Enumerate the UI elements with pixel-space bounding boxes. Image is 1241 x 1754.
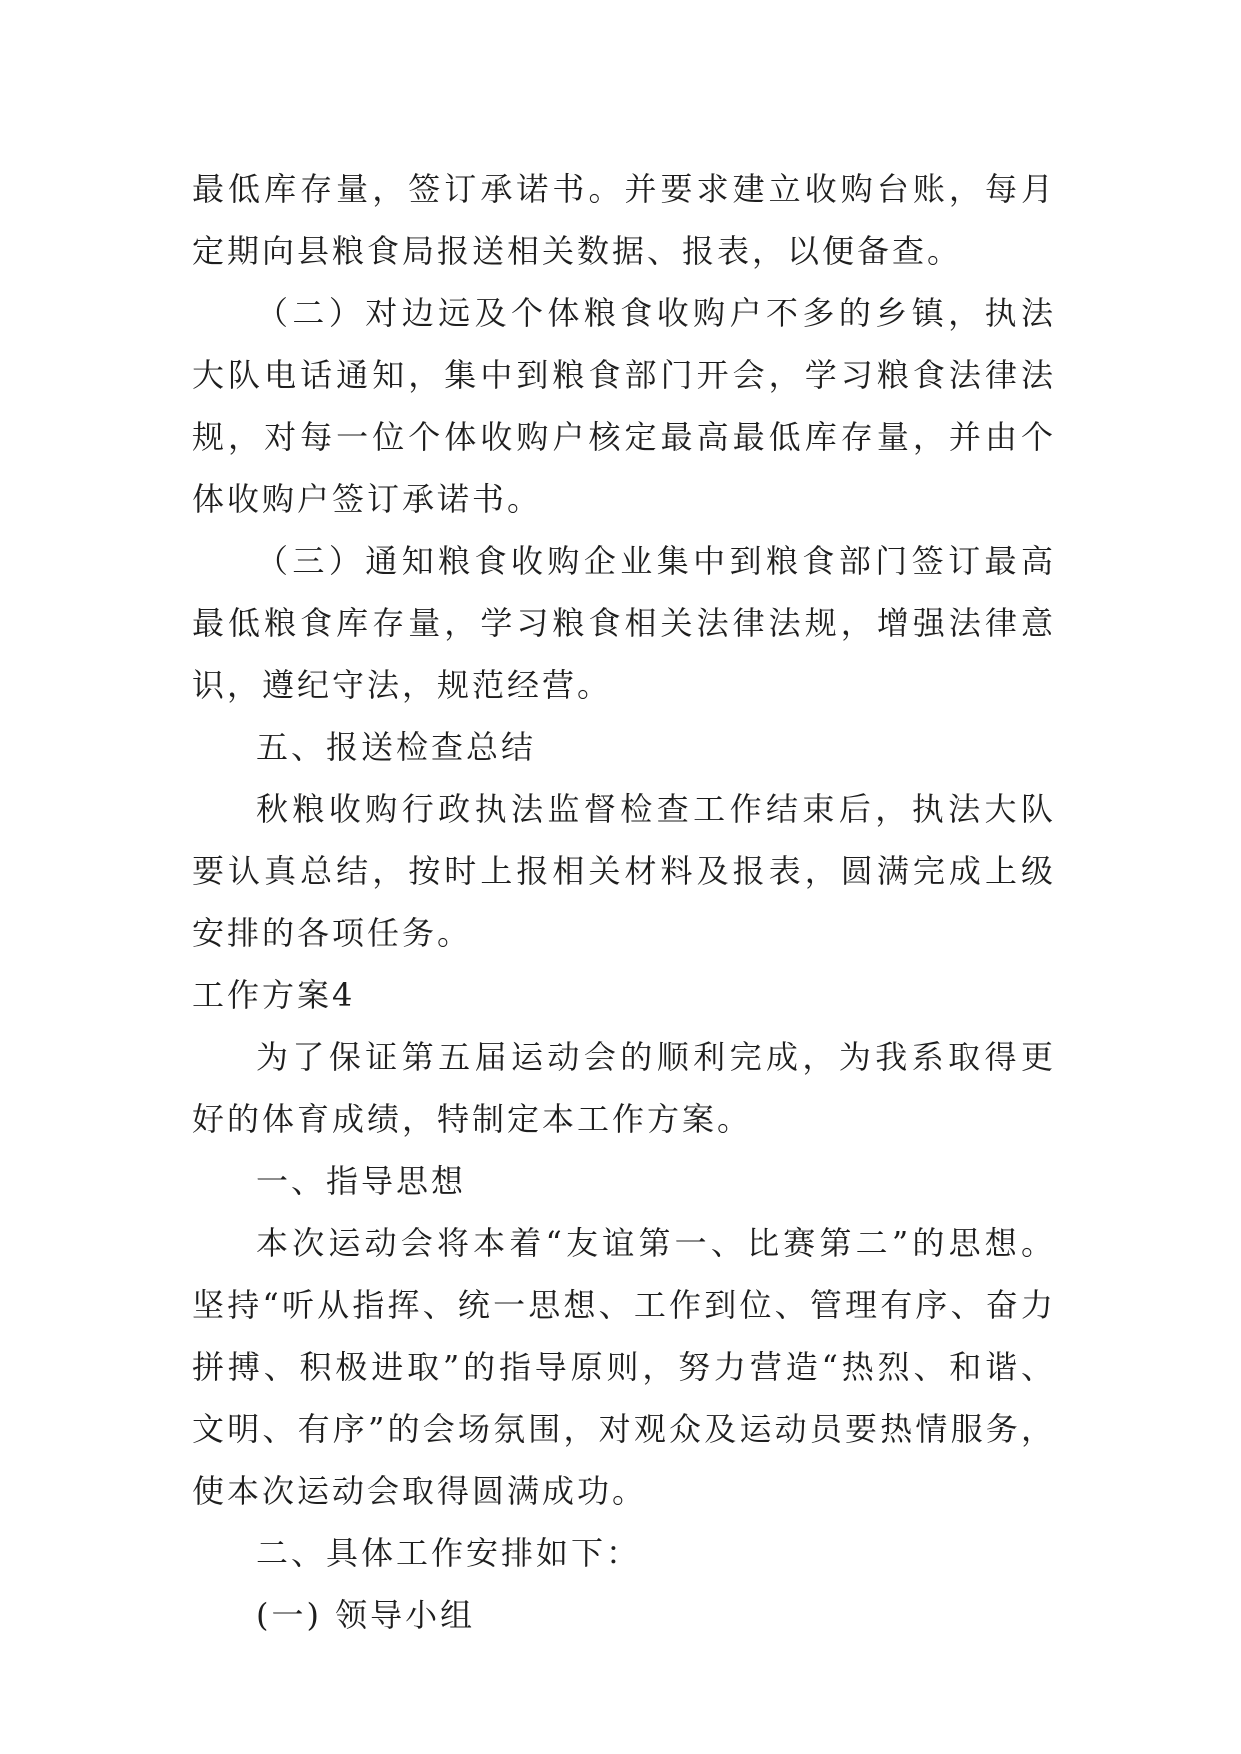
heading-guiding-ideology: 一、指导思想 [256,1162,467,1200]
paragraph-grain-enterprises: （三）通知粮食收购企业集中到粮食部门签订最高最低粮食库存量，学习粮食相关法律法规，增强法律意识，遵纪守法，规范经营。 [192,542,1056,704]
heading-work-arrangement: 二、具体工作安排如下： [256,1534,642,1572]
paragraph-sports-meet-intro: 为了保证第五届运动会的顺利完成，为我系取得更好的体育成绩，特制定本工作方案。 [192,1038,1056,1138]
heading-leadership-group: (一) 领导小组 [256,1596,476,1634]
paragraph-autumn-inspection: 秋粮收购行政执法监督检查工作结束后，执法大队要认真总结，按时上报相关材料及报表，圆满完成上级安排的各项任务。 [192,790,1056,952]
heading-work-plan-4: 工作方案4 [192,976,356,1014]
document-body [192,158,1056,1646]
paragraph-inventory-ledger: 最低库存量，签订承诺书。并要求建立收购台账，每月定期向县粮食局报送相关数据、报表，以便备查。 [192,170,1056,270]
paragraph-guiding-principles: 本次运动会将本着“友谊第一、比赛第二”的思想。坚持“听从指挥、统一思想、工作到位、管理有序、奋力拼搏、积极进取”的指导原则，努力营造“热烈、和谐、文明、有序”的会场氛围，对观众及运动员要热情服务，使本次运动会取得圆满成功。 [192,1224,1056,1510]
heading-report-summary: 五、报送检查总结 [256,728,537,766]
paragraph-remote-towns: （二）对边远及个体粮食收购户不多的乡镇，执法大队电话通知，集中到粮食部门开会，学习粮食法律法规，对每一位个体收购户核定最高最低库存量，并由个体收购户签订承诺书。 [192,294,1056,518]
